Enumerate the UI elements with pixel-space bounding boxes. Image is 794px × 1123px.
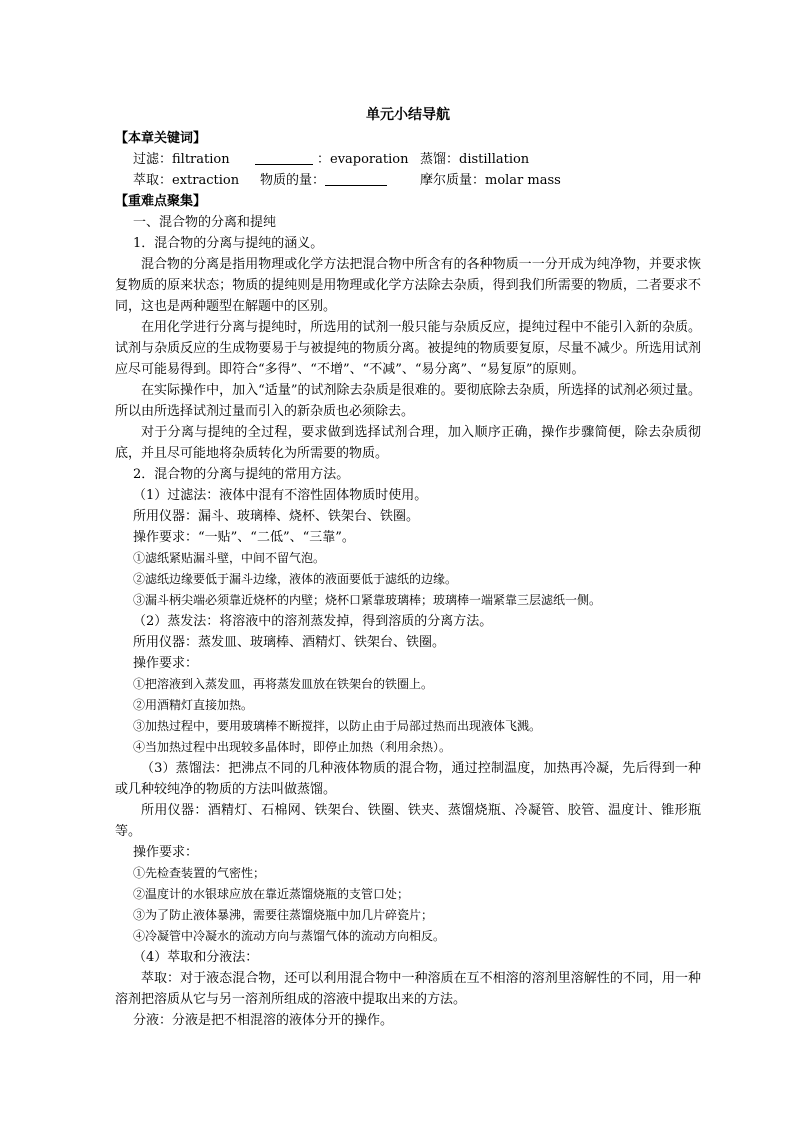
keyword-filtration: 过滤：filtration — [133, 152, 230, 167]
keyword-amount-of-substance — [260, 170, 420, 191]
evaporation-step: ④当加热过程中出现较多晶体时，即停止加热（利用余热）。 — [133, 740, 452, 754]
method-evaporation-requirements: 操作要求： — [133, 656, 199, 671]
filtration-step: ③漏斗柄尖端必须靠近烧杯的内壁；烧杯口紧靠玻璃棒；玻璃棒一端紧靠三层滤纸一侧。 — [133, 593, 602, 607]
distillation-step: ③为了防止液体暴沸，需要往蒸馏烧瓶中加几片碎瓷片； — [133, 908, 434, 922]
distillation-step: ②温度计的水银球应放在靠近蒸馏烧瓶的支管口处； — [133, 887, 410, 901]
evaporation-step: ③加热过程中，要用玻璃棒不断搅拌，以防止由于局部过热而出现液体飞溅。 — [133, 719, 542, 733]
method-distillation-instruments: 所用仪器：酒精灯、石棉网、铁架台、铁圈、铁夹、蒸馏烧瓶、冷凝管、胶管、温度计、锥形瓶等。 — [115, 803, 701, 839]
answer-blank — [325, 172, 387, 186]
method-distillation-title: （3）蒸馏法：把沸点不同的几种液体物质的混合物，通过控制温度，加热再冷凝，先后得到一种或几种较纯净的物质的方法叫做蒸馏。 — [115, 761, 701, 797]
paragraph-extraction: 萃取：对于液态混合物，还可以利用混合物中一种溶质在互不相溶的溶剂里溶解性的不同，用一种溶剂把溶质从它与另一溶剂所组成的溶液中提取出来的方法。 — [115, 971, 701, 1007]
method-filtration-requirements: 操作要求：“一贴”、“二低”、“三靠”。 — [133, 530, 355, 545]
method-evaporation-instruments: 所用仪器：蒸发皿、玻璃棒、酒精灯、铁架台、铁圈。 — [133, 635, 446, 650]
method-evaporation-title: （2）蒸发法：将溶液中的溶剂蒸发掉，得到溶质的分离方法。 — [133, 614, 493, 629]
distillation-step: ④冷凝管中冷凝水的流动方向与蒸馏气体的流动方向相反。 — [133, 929, 446, 943]
section-heading-separation: 一、混合物的分离和提纯 — [133, 215, 277, 230]
evaporation-step: ①把溶液到入蒸发皿，再将蒸发皿放在铁架台的铁圈上。 — [133, 677, 434, 691]
subheading-methods: 2．混合物的分离与提纯的常用方法。 — [133, 467, 350, 482]
keywords-heading: 【本章关键词】 — [115, 131, 207, 146]
evaporation-step: ②用酒精灯直接加热。 — [133, 698, 254, 712]
keyword-distillation: 蒸馏：distillation — [420, 152, 530, 167]
page-title: 单元小结导航 — [366, 107, 450, 123]
method-filtration-instruments: 所用仪器：漏斗、玻璃棒、烧杯、铁架台、铁圈。 — [133, 509, 420, 524]
filtration-step: ①滤纸紧贴漏斗壁，中间不留气泡。 — [133, 551, 326, 565]
key-points-heading: 【重难点聚集】 — [115, 194, 207, 209]
keyword-evaporation-text: ：evaporation — [317, 152, 409, 167]
keyword-extraction: 萃取：extraction — [133, 173, 240, 188]
keyword-amount-text: 物质的量： — [260, 173, 326, 188]
document-page — [115, 104, 701, 1031]
paragraph-reagents: 在用化学进行分离与提纯时，所选用的试剂一般只能与杂质反应，提纯过程中不能引入新的杂质。试剂与杂质反应的生成物要易于与被提纯的物质分离。被提纯的物质要复原，尽量不减少。所选用试剂应尽可能易得到。即符合“多得”、“不增”、“不减”、“易分离”、“易复原”的原则。 — [115, 320, 701, 377]
keyword-evaporation — [255, 149, 420, 170]
keywords-row-2 — [115, 170, 701, 191]
method-filtration-title: （1）过滤法：液体中混有不溶性固体物质时使用。 — [133, 488, 428, 503]
paragraph-process: 对于分离与提纯的全过程，要求做到选择试剂合理，加入顺序正确，操作步骤简便，除去杂质彻底，并且尽可能地将杂质转化为所需要的物质。 — [115, 425, 701, 461]
subheading-meaning: 1．混合物的分离与提纯的涵义。 — [133, 236, 324, 251]
method-extraction-title: （4）萃取和分液法： — [133, 950, 259, 965]
paragraph-separation: 分液：分液是把不相混溶的液体分开的操作。 — [133, 1013, 394, 1028]
filtration-step: ②滤纸边缘要低于漏斗边缘，液体的液面要低于滤纸的边缘。 — [133, 572, 458, 586]
paragraph-definition: 混合物的分离是指用物理或化学方法把混合物中所含有的各种物质一一分开成为纯净物，并要求恢复物质的原来状态；物质的提纯则是用物理或化学方法除去杂质，得到我们所需要的物质，二者要求不同，这也是两种题型在解题中的区别。 — [115, 257, 701, 314]
method-distillation-requirements: 操作要求： — [133, 845, 199, 860]
distillation-step: ①先检查装置的气密性； — [133, 866, 266, 880]
keyword-molar-mass: 摩尔质量：molar mass — [420, 173, 561, 188]
keywords-row-1 — [115, 149, 701, 170]
paragraph-excess: 在实际操作中，加入“适量”的试剂除去杂质是很难的。要彻底除去杂质，所选择的试剂必须过量。所以由所选择试剂过量而引入的新杂质也必须除去。 — [115, 383, 701, 419]
answer-blank — [255, 151, 313, 165]
